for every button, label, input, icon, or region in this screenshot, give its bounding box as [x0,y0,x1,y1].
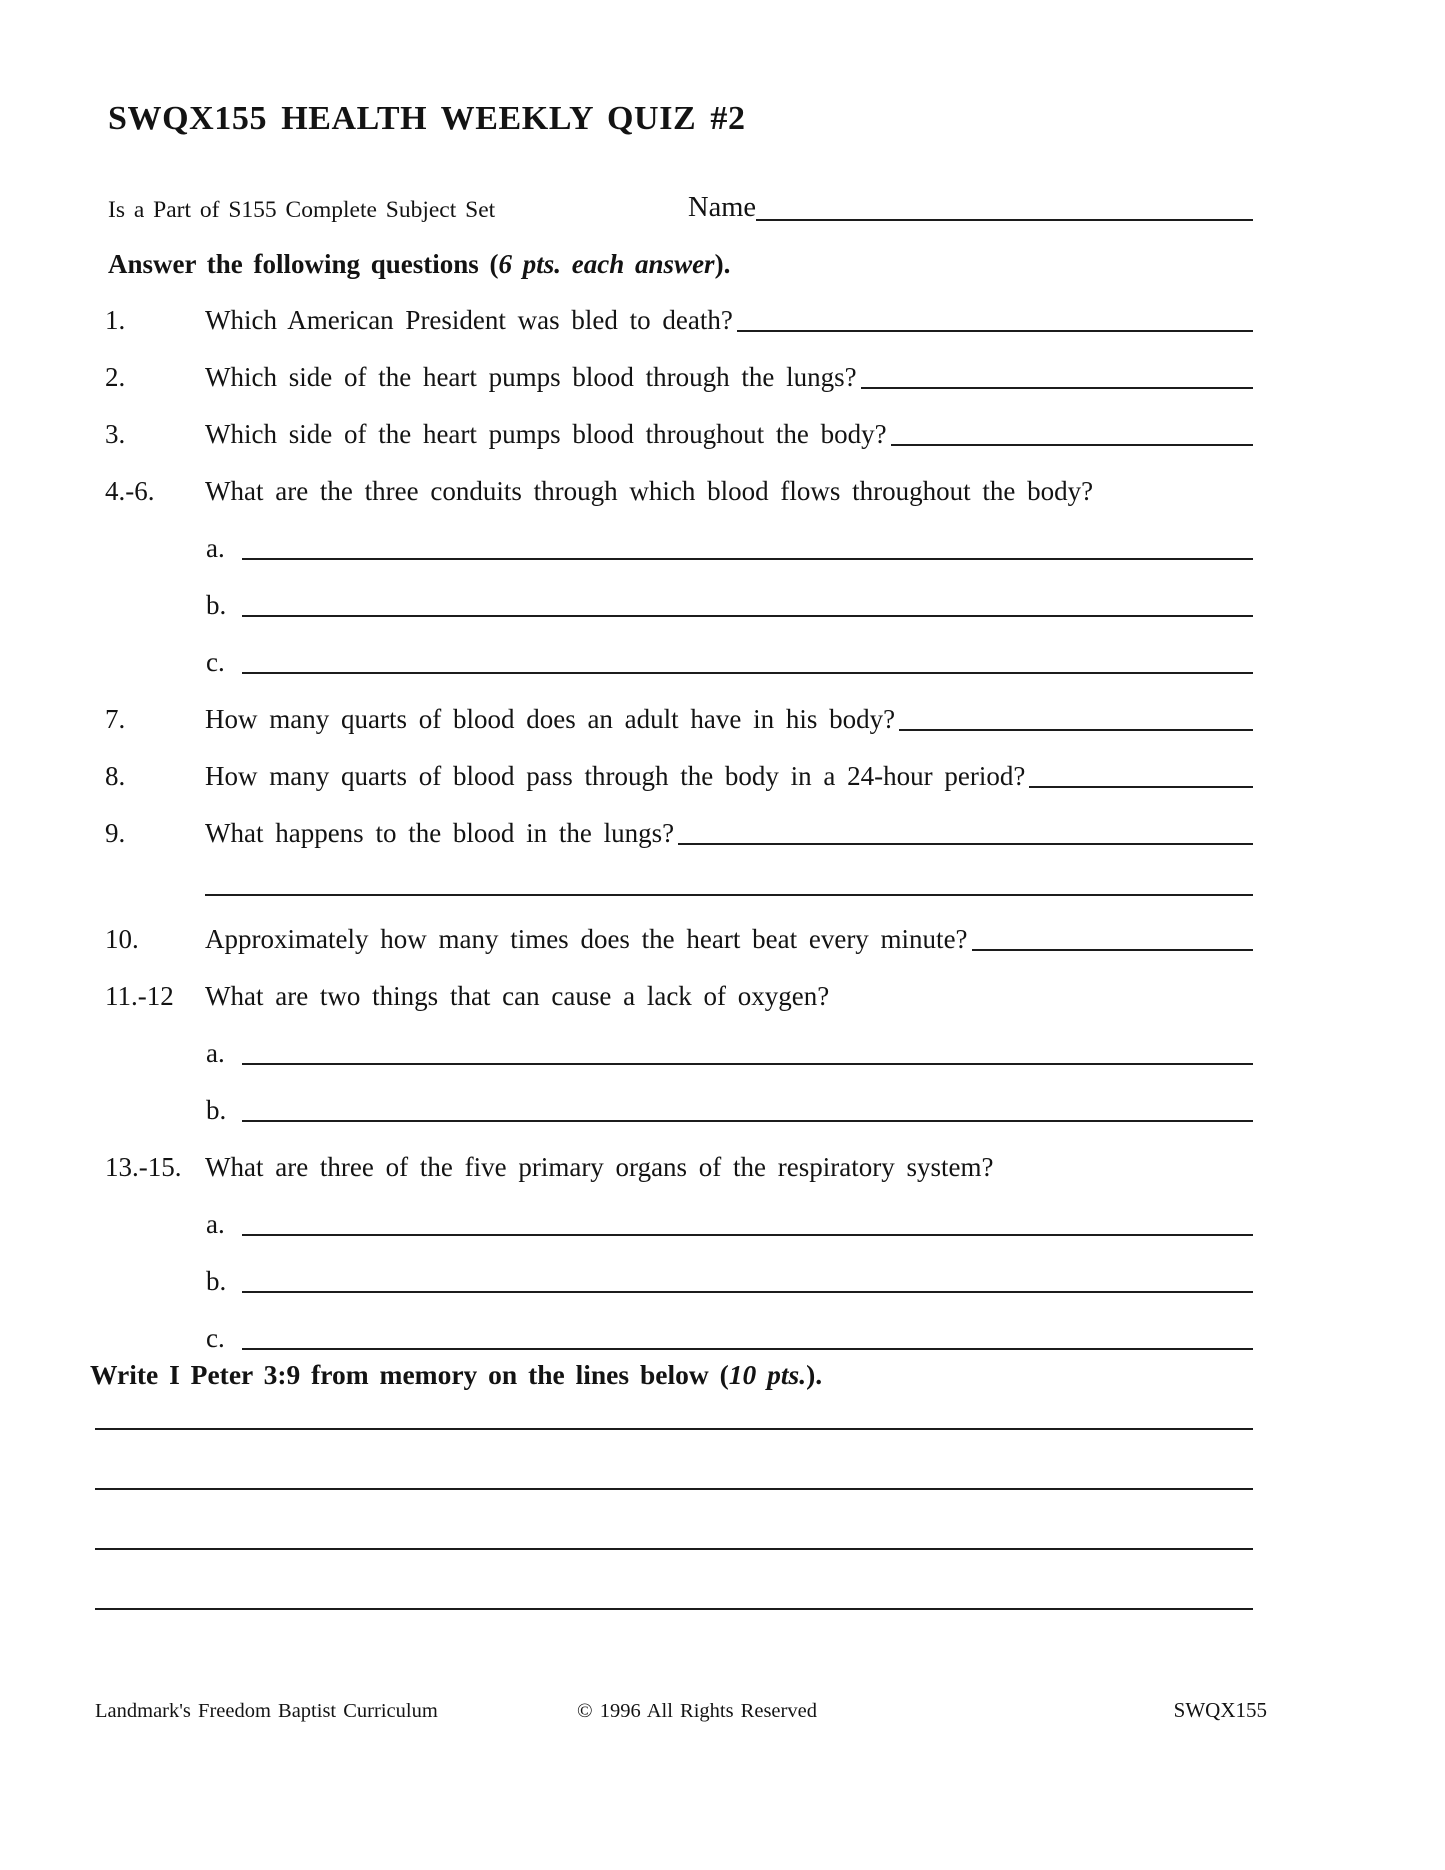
instructions-prefix: Answer the following questions ( [108,249,499,279]
footer-copyright: © 1996 All Rights Reserved [577,1700,817,1722]
answer-line-q3[interactable] [891,417,1253,446]
instructions-points: 6 pts. each answer [498,249,715,279]
question-text: Approximately how many times does the heart beat every minute? [205,924,968,954]
question-text: What are the three conduits through which blood flows throughout the body? [205,476,1094,506]
question-text: How many quarts of blood does an adult have in his body? [205,704,896,734]
verse-line-1[interactable] [95,1391,1253,1430]
question-row-4-6 [95,474,1253,508]
sub-label: c. [206,1323,225,1353]
question-row-8 [95,759,1253,793]
question-row-2 [95,360,1253,394]
question-text: What are three of the five primary organs of the respiratory system? [205,1152,994,1182]
footer-code: SWQX155 [1173,1698,1267,1722]
question-text: Which American President was bled to death? [205,305,733,335]
question-number: 4.-6. [105,476,155,506]
sub-label: b. [206,590,227,620]
sub-answer-row-5b [95,588,1253,622]
question-text: Which side of the heart pumps blood throughout the body? [205,419,887,449]
question-number: 1. [105,305,126,335]
memory-heading-suffix: ). [806,1359,823,1390]
sub-answer-row-15c [95,1321,1253,1355]
answer-line-q6c[interactable] [242,645,1253,674]
answer-line-q14b[interactable] [242,1264,1253,1293]
verse-line-4[interactable] [95,1550,1253,1610]
verse-line-3[interactable] [95,1490,1253,1550]
answer-line-q4a[interactable] [242,531,1253,560]
memory-heading-prefix: Write I Peter 3:9 from memory on the lines below ( [90,1359,729,1390]
answer-line-q9-continued[interactable] [205,894,1253,896]
question-row-10 [95,922,1253,956]
verse-line-2[interactable] [95,1430,1253,1490]
answer-line-q1[interactable] [737,303,1253,332]
sub-answer-row-4a [95,531,1253,565]
instructions-suffix: ). [714,249,731,279]
question-number: 2. [105,362,126,392]
answer-line-q13a[interactable] [242,1207,1253,1236]
sub-answer-row-14b [95,1264,1253,1298]
continuation-row-q9 [95,894,1253,899]
question-row-11-12 [95,979,1253,1013]
question-number: 13.-15. [105,1152,182,1182]
question-row-3 [95,417,1253,451]
sub-answer-row-13a [95,1207,1253,1241]
instructions [108,249,1253,280]
answer-line-q7[interactable] [899,702,1253,731]
sub-answer-row-12b [95,1093,1253,1127]
sub-label: a. [206,1209,225,1239]
question-number: 10. [105,924,139,954]
sub-label: b. [206,1095,227,1125]
question-row-7 [95,702,1253,736]
sub-label: a. [206,1038,225,1068]
answer-line-q9[interactable] [678,816,1253,845]
question-text: What happens to the blood in the lungs? [205,818,675,848]
memory-heading-points: 10 pts. [728,1359,807,1390]
name-label: Name [688,192,757,223]
question-text: How many quarts of blood pass through the body in a 24-hour period? [205,761,1026,791]
sub-label: c. [206,647,225,677]
question-text: Which side of the heart pumps blood through the lungs? [205,362,857,392]
subset-note: Is a Part of S155 Complete Subject Set [108,197,496,223]
answer-line-q2[interactable] [861,360,1253,389]
question-number: 8. [105,761,126,791]
answer-line-q15c[interactable] [242,1321,1253,1350]
question-row-9 [95,816,1253,850]
answer-line-q12b[interactable] [242,1093,1253,1122]
answer-line-q8[interactable] [1029,759,1253,788]
sub-answer-row-11a [95,1036,1253,1070]
question-number: 11.-12 [105,981,174,1011]
answer-line-q10[interactable] [972,922,1253,951]
sub-label: a. [206,533,225,563]
page-footer [95,1698,1267,1723]
header-row [108,192,1253,224]
question-number: 9. [105,818,126,848]
question-row-1 [95,303,1253,337]
memory-verse-heading [90,1359,1253,1391]
name-input-line[interactable] [756,203,1253,221]
answer-line-q11a[interactable] [242,1036,1253,1065]
footer-publisher: Landmark's Freedom Baptist Curriculum [95,1700,438,1722]
page-title: SWQX155 HEALTH WEEKLY QUIZ #2 [108,100,746,137]
answer-line-q5b[interactable] [242,588,1253,617]
question-row-13-15 [95,1150,1253,1184]
sub-answer-row-6c [95,645,1253,679]
memory-verse-lines [95,1391,1253,1610]
sub-label: b. [206,1266,227,1296]
question-text: What are two things that can cause a lack of oxygen? [205,981,830,1011]
question-number: 3. [105,419,126,449]
question-number: 7. [105,704,126,734]
